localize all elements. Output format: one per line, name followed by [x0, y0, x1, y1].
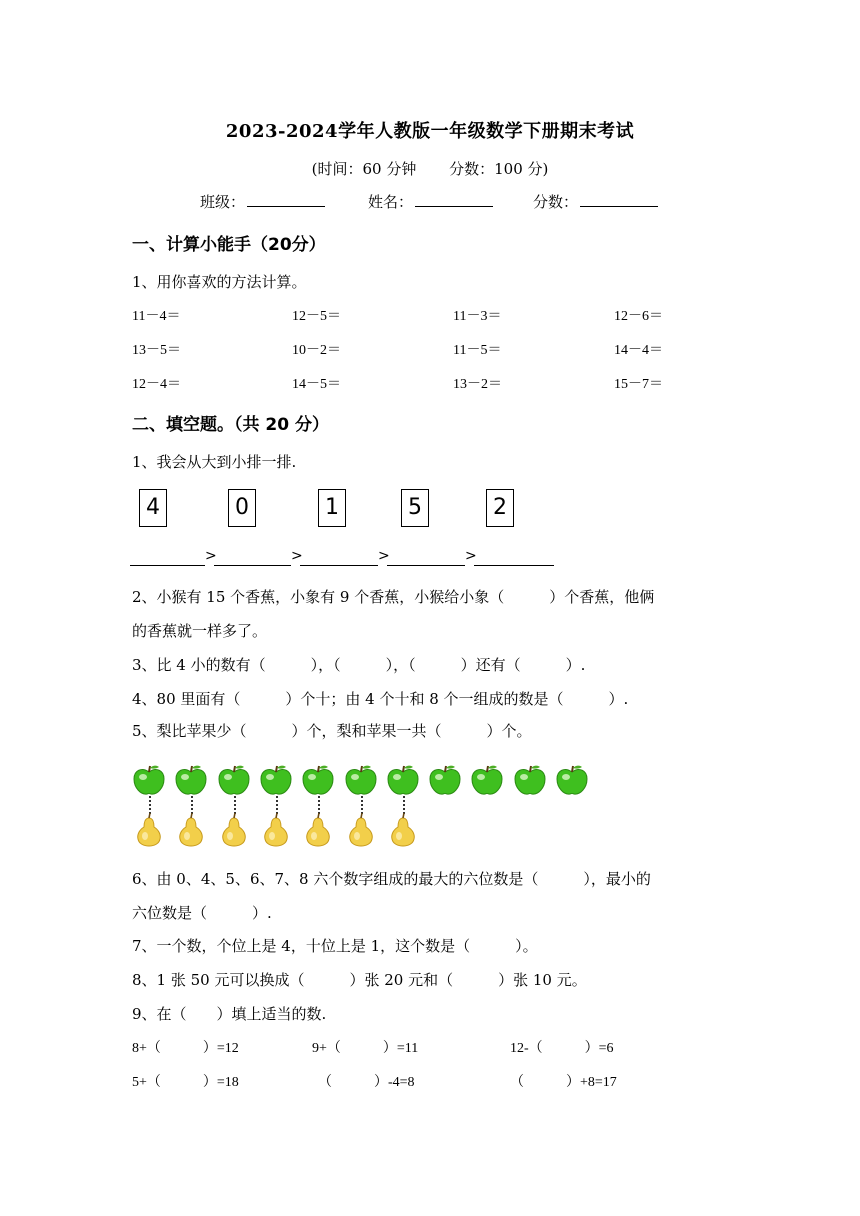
greater-than-sign: >: [465, 548, 477, 564]
section2-question7: 7、一个数，个位上是 4，十位上是 1，这个数是（ ）。: [132, 937, 538, 955]
calc-problem: 14－4＝: [614, 343, 663, 358]
exam-total-score: 分数：100 分): [449, 160, 549, 178]
answer-blank: [130, 565, 205, 566]
name-label: 姓名：: [368, 193, 414, 211]
class-blank: [247, 192, 325, 207]
section2-question8: 8、1 张 50 元可以换成（ ）张 20 元和（ ）张 10 元。: [132, 971, 587, 989]
apple-icon: [428, 764, 462, 800]
pear-icon: [178, 813, 204, 851]
match-line: [149, 796, 151, 814]
fill-equation: 9+（ ）=11: [312, 1041, 419, 1056]
calc-problem: 12－4＝: [132, 377, 181, 392]
class-field: [200, 191, 325, 212]
section1-heading: 一、计算小能手（20分）: [132, 235, 326, 255]
fill-equation: 8+（ ）=12: [132, 1041, 239, 1056]
calc-problem: 10－2＝: [292, 343, 341, 358]
apple-icon: [344, 764, 378, 800]
answer-blank: [474, 565, 554, 566]
answer-blank: [387, 565, 465, 566]
calc-problem: 14－5＝: [292, 377, 341, 392]
calc-problem: 11－4＝: [132, 309, 181, 324]
apple-icon: [132, 764, 166, 800]
match-line: [191, 796, 193, 814]
exam-time: (时间：60 分钟: [311, 160, 417, 178]
match-line: [361, 796, 363, 814]
number-card: 4: [139, 489, 167, 527]
apple-icon: [301, 764, 335, 800]
fill-equation: （ ）+8=17: [510, 1075, 617, 1090]
match-line: [276, 796, 278, 814]
calc-problem: 12－5＝: [292, 309, 341, 324]
greater-than-sign: >: [205, 548, 217, 564]
name-field: [368, 191, 493, 212]
answer-blank: [300, 565, 378, 566]
score-field: [533, 191, 658, 212]
section2-question9: 9、在（ ）填上适当的数.: [132, 1005, 327, 1023]
pear-icon: [348, 813, 374, 851]
name-blank: [415, 192, 493, 207]
fill-equation: 12-（ ）=6: [510, 1041, 614, 1056]
apple-icon: [555, 764, 589, 800]
pear-icon: [390, 813, 416, 851]
pear-icon: [263, 813, 289, 851]
apple-icon: [217, 764, 251, 800]
match-line: [318, 796, 320, 814]
score-blank: [580, 192, 658, 207]
number-card: 0: [228, 489, 256, 527]
calc-problem: 15－7＝: [614, 377, 663, 392]
match-line: [234, 796, 236, 814]
calc-problem: 13－5＝: [132, 343, 181, 358]
pear-icon: [136, 813, 162, 851]
section1-question1: 1、用你喜欢的方法计算。: [132, 273, 307, 291]
answer-blank: [214, 565, 291, 566]
exam-subtitle: [0, 158, 860, 179]
class-label: 班级：: [200, 193, 246, 211]
apple-icon: [386, 764, 420, 800]
section2-question2-line2: 的香蕉就一样多了。: [132, 622, 268, 640]
calc-problem: 11－3＝: [453, 309, 502, 324]
pear-icon: [305, 813, 331, 851]
section2-question4: 4、80 里面有（ ）个十；由 4 个十和 8 个一组成的数是（ ）.: [132, 690, 629, 708]
section2-question5: 5、梨比苹果少（ ）个，梨和苹果一共（ ）个。: [132, 722, 532, 740]
section2-question3: 3、比 4 小的数有（ ），（ ），（ ）还有（ ）.: [132, 656, 586, 674]
fill-equation: 5+（ ）=18: [132, 1075, 239, 1090]
exam-title: 2023-2024学年人教版一年级数学下册期末考试: [225, 121, 635, 142]
number-card: 2: [486, 489, 514, 527]
fill-equation: （ ）-4=8: [318, 1075, 415, 1090]
section2-heading: 二、填空题。（共 20 分）: [132, 415, 329, 435]
greater-than-sign: >: [291, 548, 303, 564]
calc-problem: 12－6＝: [614, 309, 663, 324]
section2-question6-line2: 六位数是（ ）.: [132, 904, 272, 922]
apple-icon: [470, 764, 504, 800]
pear-icon: [221, 813, 247, 851]
section2-question6-line1: 6、由 0、4、5、6、7、8 六个数字组成的最大的六位数是（ ），最小的: [132, 870, 651, 888]
section2-question1: 1、我会从大到小排一排.: [132, 453, 297, 471]
number-card: 1: [318, 489, 346, 527]
greater-than-sign: >: [378, 548, 390, 564]
section2-question2-line1: 2、小猴有 15 个香蕉，小象有 9 个香蕉，小猴给小象（ ）个香蕉，他俩: [132, 588, 655, 606]
apple-icon: [513, 764, 547, 800]
number-card: 5: [401, 489, 429, 527]
apple-icon: [259, 764, 293, 800]
match-line: [403, 796, 405, 814]
score-label: 分数：: [533, 193, 579, 211]
calc-problem: 11－5＝: [453, 343, 502, 358]
calc-problem: 13－2＝: [453, 377, 502, 392]
apple-icon: [174, 764, 208, 800]
